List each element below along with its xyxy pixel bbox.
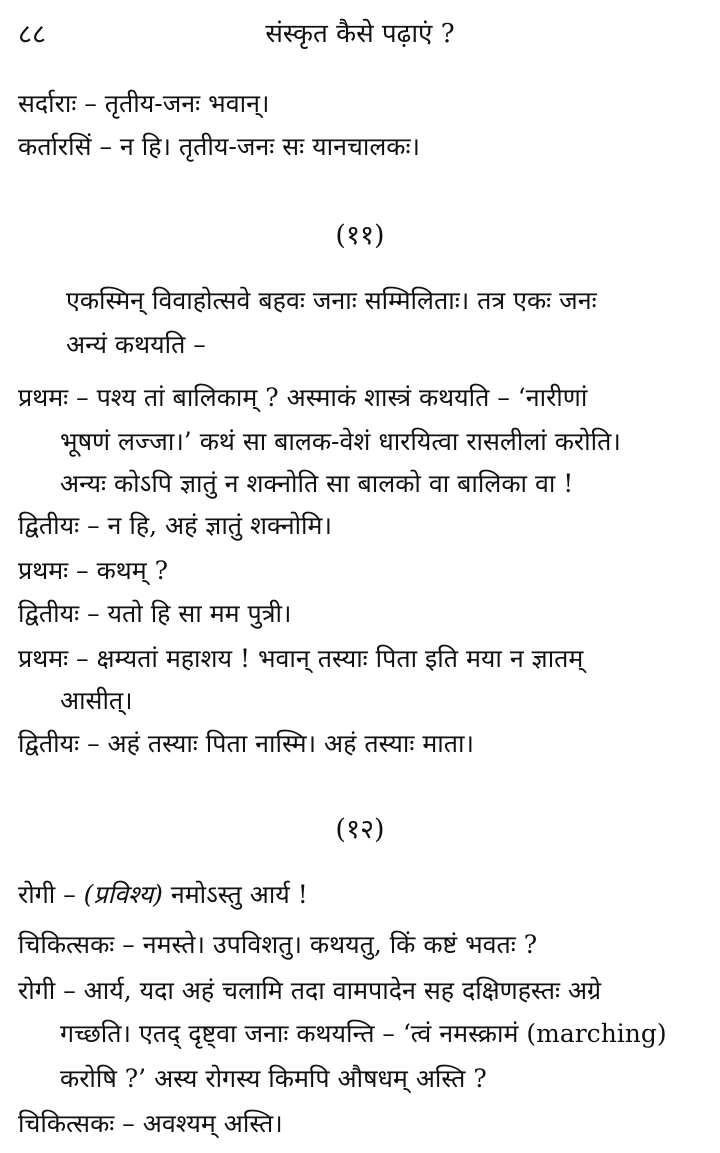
running-title: संस्कृत कैसे पढ़ाएं ? [265, 19, 455, 49]
dialogue-line: चिकित्सकः – अवश्यम् अस्ति। [18, 1109, 283, 1138]
dialogue-line: चिकित्सकः – नमस्ते। उपविशतु। कथयतु, किं कष्टं भवतः ? [18, 930, 538, 959]
dialogue-line: कर्तारसिं – न हि। तृतीय-जनः सः यानचालकः। [18, 132, 421, 161]
page-header [18, 14, 702, 54]
dialogue-line: गच्छति। एतद् दृष्ट्वा जनाः कथयन्ति – ‘त्वं नमस्क्रामं (marching) [60, 1019, 667, 1048]
section-number-12: (१२) [335, 814, 385, 845]
intro-line: अन्यं कथयति – [66, 330, 206, 359]
speaker: रोगी – [18, 880, 76, 909]
dialogue-line: करोषि ?’ अस्य रोगस्य किमपि औषधम् अस्ति ? [60, 1064, 487, 1093]
dialogue-line: रोगी – आर्य, यदा अहं चलामि तदा वामपादेन सह दक्षिणहस्तः अग्रे [18, 976, 602, 1005]
dialogue-line: प्रथमः – पश्य तां बालिकाम् ? अस्माकं शास्त्रं कथयति – ‘नारीणां [18, 383, 588, 412]
stage-direction: (प्रविश्य) [83, 880, 163, 909]
intro-line: एकस्मिन् विवाहोत्सवे बहवः जनाः सम्मिलिताः। तत्र एकः जनः [66, 286, 597, 315]
dialogue-line: प्रथमः – कथम् ? [18, 556, 169, 585]
dialogue-line: प्रथमः – क्षम्यतां महाशय ! भवान् तस्याः पिता इति मया न ज्ञातम् [18, 644, 584, 673]
dialogue-line: सर्दाराः – तृतीय-जनः भवान्। [18, 89, 270, 118]
dialogue-line: अन्यः कोऽपि ज्ञातुं न शक्नोति सा बालको वा बालिका वा ! [60, 469, 574, 498]
dialogue-text: नमोऽस्तु आर्य ! [170, 880, 308, 909]
dialogue-line: द्वितीयः – न हि, अहं ज्ञातुं शक्नोमि। [18, 511, 332, 540]
page-number: ८८ [18, 19, 47, 50]
dialogue-line: भूषणं लज्जा।’ कथं सा बालक-वेशं धारयित्वा रासलीलां करोति। [60, 427, 621, 456]
dialogue-line: द्वितीयः – यतो हि सा मम पुत्री। [18, 599, 292, 628]
dialogue-line: द्वितीयः – अहं तस्याः पिता नास्मि। अहं तस्याः माता। [18, 729, 474, 758]
dialogue-line [18, 879, 308, 911]
section-number-11: (११) [335, 220, 385, 251]
dialogue-line: आसीत्। [60, 686, 133, 715]
